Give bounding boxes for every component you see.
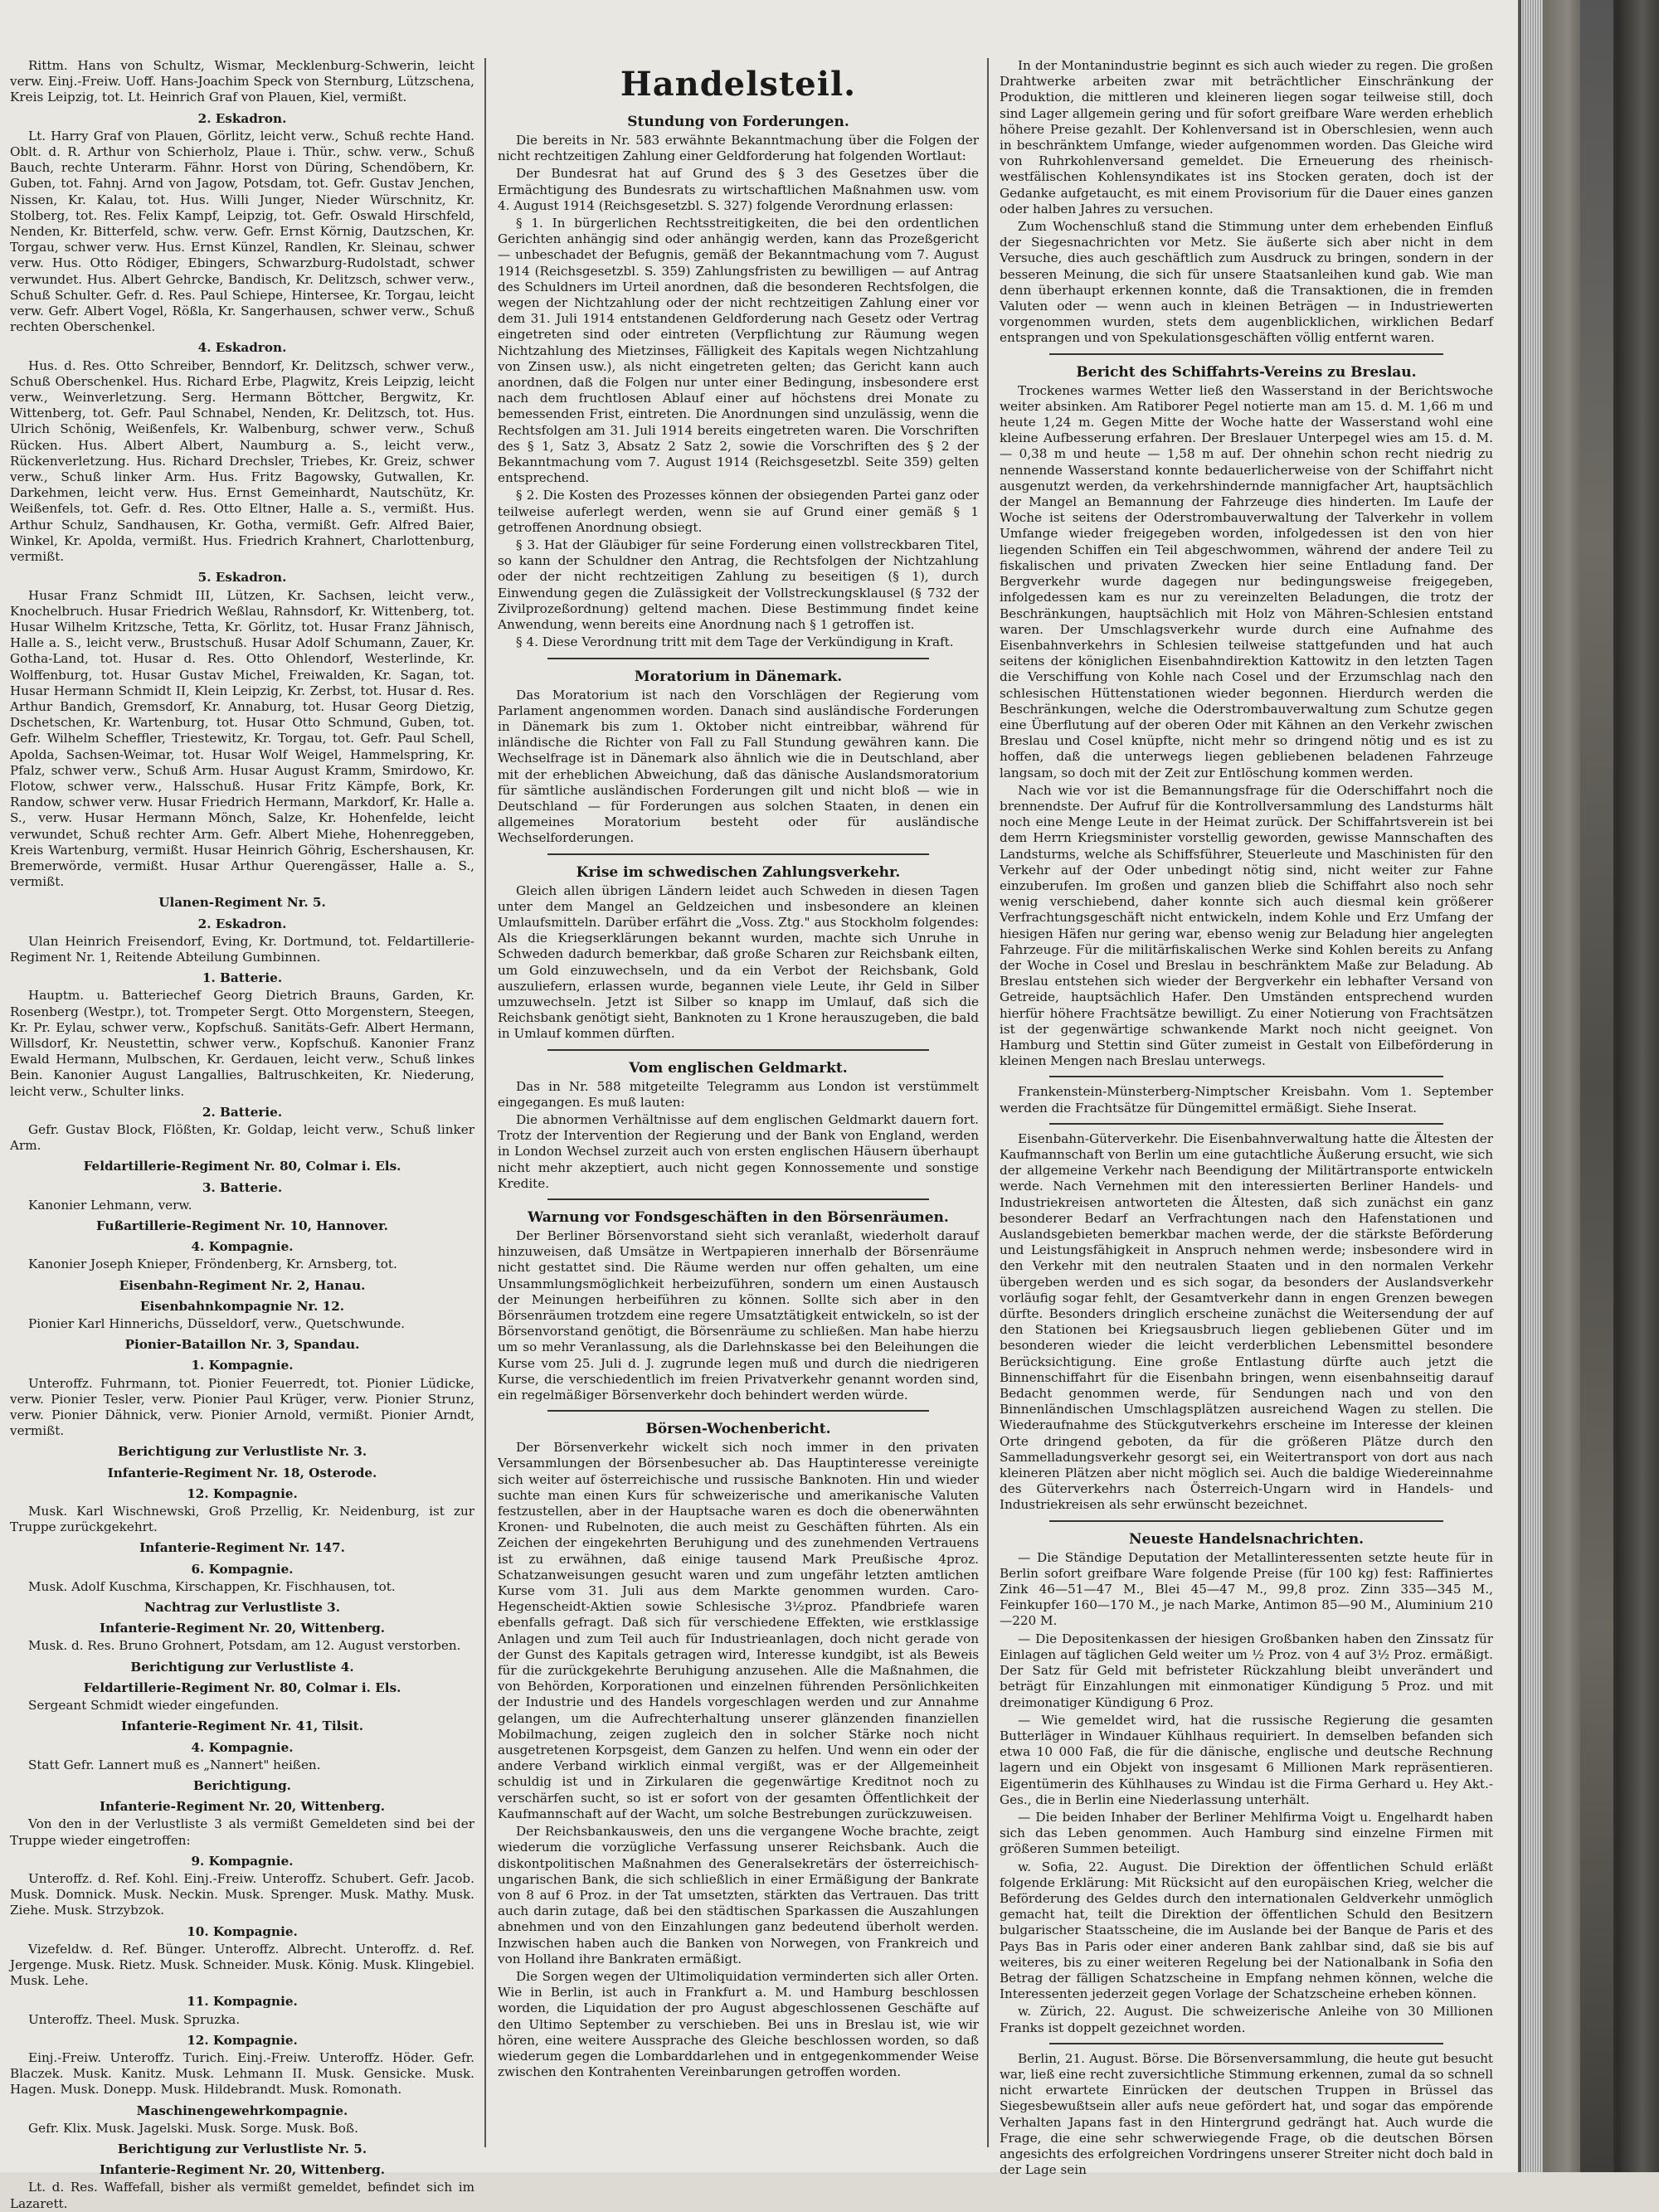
article-heading: Bericht des Schiffahrts-Vereins zu Breslau. <box>1076 363 1417 381</box>
unit-heading: Berichtigung. <box>193 1777 291 1793</box>
text-paragraph: Rittm. Hans von Schultz, Wismar, Mecklenburg-Schwerin, leicht verw. Einj.-Freiw. Uoff. Hans-Joachim Speck von Sternburg, Lützschena, Kreis Leipzig, tot. Lt. Heinrich Graf von Plauen, Kiel, vermißt. <box>10 58 474 105</box>
text-paragraph: Das in Nr. 588 mitgeteilte Telegramm aus London ist verstümmelt eingegangen. Es muß lauten: <box>498 1078 979 1110</box>
unit-heading: Infanterie-Regiment Nr. 147. <box>139 1540 345 1556</box>
article-rule <box>1049 1123 1443 1125</box>
unit-heading: Maschinengewehrkompagnie. <box>136 2103 348 2118</box>
article-rule <box>547 1049 929 1051</box>
text-paragraph: Vizefeldw. d. Ref. Bünger. Unteroffz. Albrecht. Unteroffz. d. Ref. Jergenge. Musk. Rietz. Musk. Schneider. Musk. König. Musk. Klingebiel. Musk. Lehe. <box>10 1941 474 1989</box>
text-paragraph: Gefr. Gustav Block, Flößten, Kr. Goldap, leicht verw., Schuß linker Arm. <box>10 1122 474 1154</box>
text-paragraph: Der Berliner Börsenvorstand sieht sich veranlaßt, wiederholt darauf hinzuweisen, daß Umsätze in Wertpapieren innerhalb der Börsenräume nicht gestattet sind. Die Räume werden nur offen gehalten, um eine Unsammlungsmöglichkeit herbeizuführen, sondern um einen Austausch der Meinungen herbeiführen zu können. Sollte sich aber in den Börsenräumen trotzdem eine regere Umsatztätigkeit entwickeln, so ist der Börsenvorstand genötigt, die Börsenräume zu schließen. Man habe hierzu um so mehr Veranlassung, als die Darlehnskasse bei den Beleihungen die Kurse vom 25. Juli d. J. zugrunde legen muß und durch die niedrigeren Kurse, die verschiedentlich im freien Privatverkehr genannt worden sind, ein regelmäßiger Börsenverkehr doch behindert werden würde. <box>498 1228 979 1403</box>
article-heading: Vom englischen Geldmarkt. <box>629 1059 848 1077</box>
column-divider <box>484 58 486 2147</box>
unit-heading: Eisenbahn-Regiment Nr. 2, Hanau. <box>119 1277 366 1293</box>
article-heading: Neueste Handelsnachrichten. <box>1128 1530 1364 1548</box>
unit-heading: 2. Eskadron. <box>197 916 287 931</box>
unit-heading: Infanterie-Regiment Nr. 20, Wittenberg. <box>100 1621 385 1636</box>
text-paragraph: Hus. d. Res. Otto Schreiber, Benndorf, Kr. Delitzsch, schwer verw., Schuß Oberschenkel. Hus. Richard Erbe, Plagwitz, Kreis Leipzig, leicht verw., Weinverletzung. Serg. Hermann Böttcher, Bergwitz, Kr. Wittenberg, tot. Gefr. Paul Schnabel, Nenden, Kr. Delitzsch, tot. Hus. Ulrich Schönig, Weißenfels, Kr. Walbenburg, schwer verw., Schuß Rücken. Hus. Albert Albert, Naumburg a. S., leicht verw., Rückenverletzung. Hus. Richard Drechsler, Triebes, Kr. Greiz, schwer verw., Schuß linker Arm. Hus. Fritz Bagowsky, Gutwallen, Kr. Darkehmen, leicht verw. Hus. Ernst Gemeinhardt, Nautschütz, Kr. Weißenfels, tot. Gefr. d. Res. Otto Eltner, Halle a. S., vermißt. Hus. Arthur Schulz, Sandhausen, Kr. Gotha, vermißt. Gefr. Alfred Baier, Winkel, Kr. Apolda, vermißt. Hus. Friedrich Krahnert, Charlottenburg, vermißt. <box>10 357 474 565</box>
text-paragraph: Nach wie vor ist die Bemannungsfrage für die Oderschiffahrt noch die brennendste. Der Aufruf für die Kontrollversammlung des Landsturms hält noch eine Menge Leute in der Heimat zurück. Der Schiffahrtsverein ist bei dem Herrn Kriegsminister vorstellig geworden, gewisse Mannschaften des Landsturms, welche als Schiffsführer, Steuerleute und Maschinisten für den Verkehr auf der Oder unbedingt nötig sind, nicht weiter zur Fahne einzuberufen. Im großen und ganzen blieb die Schiffahrt also noch sehr wenig verschiebend, daher konnte sich auch diesmal kein größerer Verfrachtungsgeschäft nicht entwickeln, indem Kohle und Erz Umfang der hiesigen Häfen nur gering war, ebenso wenig zur Beladung hier angelegten Fahrzeuge. Für die militärfiskalischen Werke sind Kohlen bereits zu Anfang der Woche in Cosel und Breslau in beschränktem Maße zur Beladung. Ab Breslau entstehen sich wieder der Bergverkehr ein lebhafter Versand von Getreide, hauptsächlich Hafer. Den Umständen entsprechend wurden hierfür höhere Frachtsätze bewilligt. Zu einer Notierung von Frachtsätzen ist der gegenwärtige schwankende Markt noch nicht geeignet. Von Hamburg und Stettin sind Güter zumeist in Gestalt von Eilbeförderung in kleinen Mengen nach Breslau unterwegs. <box>1000 782 1493 1069</box>
unit-heading: 1. Kompagnie. <box>191 1358 294 1373</box>
unit-heading: 2. Eskadron. <box>197 110 287 126</box>
article-heading: Stundung von Forderungen. <box>627 114 849 130</box>
unit-heading: Pionier-Bataillon Nr. 3, Spandau. <box>124 1337 360 1353</box>
unit-heading: Berichtigung zur Verlustliste Nr. 5. <box>117 2141 367 2156</box>
unit-heading: 11. Kompagnie. <box>187 1994 298 2010</box>
text-paragraph: Der Börsenverkehr wickelt sich noch immer in den privaten Versammlungen der Börsenbesucher ab. Das Hauptinteresse vereinigte sich weiter auf österreichische und russische Banknoten. Hin und wieder suchte man einen Kurs für schweizerische und amerikanische Valuten festzustellen, aber in der Hauptsache waren es doch die obenerwähnten Kronen- und Rubelnoten, die auch meist zu Geschäften führten. Als ein Zeichen der eingekehrten Beruhigung und des zunehmenden Vertrauens ist zu erwähnen, daß einige tausend Mark Preußische 4proz. Schatzanweisungen gesucht waren und zum ungefähr letzten amtlichen Kurse vom 31. Juli aus dem Markte genommen wurden. Caro-Hegenscheidt-Aktien sowie Schlesische 3½proz. Pfandbriefe waren ebenfalls gefragt. Daß sich für verschiedene Effekten, wie erstklassige Anlagen und zum Teil auch für Industrieanlagen, doch nicht gerade von der Gunst des Kapitals getragen wird, Interesse kundgibt, ist als Beweis für die zurückgekehrte Beruhigung anzusehen. Alle die Maßnahmen, die von Behörden, Korporationen und einzelnen führenden Persönlichkeiten der Industrie und des Handels vorgeschlagen werden und zur Annahme gelangen, um die Aufrechterhaltung unserer glänzenden finanziellen Mobilmachung, zeigen zugleich den in solcher Stärke noch nicht ausgetretenen Korpsgeist, dem Ganzen zu helfen. Und wenn ein oder der andere Verband wirklich einmal vergißt, was er der Allgemeinheit schuldig ist und in Zirkularen die gegenwärtige Kreditnot noch zu verschärfen sucht, so ist er sofort von der gesamten Öffentlichkeit der Kaufmannschaft auf der Wacht, um solche Bestrebungen zurückzuweisen. <box>498 1440 979 1821</box>
text-paragraph: Unteroffz. Fuhrmann, tot. Pionier Feuerredt, tot. Pionier Lüdicke, verw. Pionier Tesler, verw. Pionier Paul Krüger, verw. Pionier Strunz, verw. Pionier Dähnick, verw. Pionier Arnold, vermißt. Pionier Arndt, vermißt. <box>10 1375 474 1439</box>
text-paragraph: Statt Gefr. Lannert muß es „Nannert" heißen. <box>28 1757 321 1772</box>
unit-heading: 1. Batterie. <box>202 970 283 986</box>
unit-heading: 6. Kompagnie. <box>191 1561 294 1577</box>
text-paragraph: Die abnormen Verhältnisse auf dem englischen Geldmarkt dauern fort. Trotz der Intervention der Regierung und der Bank von England, werden in London Wechsel zurzeit auch von ersten englischen Häusern überhaupt nicht mehr akzeptiert, auch nicht gegen Konnossemente und sonstige Kredite. <box>498 1111 979 1191</box>
text-paragraph: § 1. In bürgerlichen Rechtsstreitigkeiten, die bei den ordentlichen Gerichten anhängig sind oder anhängig werden, kann das Prozeßgericht — unbeschadet der Befugnis, gemäß der Bekanntmachung vom 7. August 1914 (Reichsgesetzbl. S. 359) Zahlungsfristen zu bewilligen — auf Antrag des Schuldners im Urteil anordnen, daß die besonderen Rechtsfolgen, die wegen der Nichtzahlung oder der nicht rechtzeitigen Zahlung einer vor dem 31. Juli 1914 entstandenen Geldforderung nach Gesetz oder Vertrag eingetreten sind oder eintreten (Verpflichtung zur Räumung wegen Nichtzahlung des Mietzinses, Fälligkeit des Kapitals wegen Nichtzahlung von Zinsen usw.), als nicht eingetreten gelten; das Gericht kann auch anordnen, daß die Folgen nur unter einer Bedingung, insbesondere erst nach dem fruchtlosen Ablauf einer auf höchstens drei Monate zu bemessenden Frist, eintreten. Die Anordnungen sind unzulässig, wenn die Rechtsfolgen am 31. Juli 1914 bereits eingetreten waren. Die Vorschriften des § 1, Satz 3, Absatz 2 Satz 2, sowie die Vorschriften des § 2 der Bekanntmachung vom 7. August 1914 (Reichsgesetzbl. Seite 359) gelten entsprechend. <box>498 216 979 486</box>
unit-heading: 2. Batterie. <box>202 1104 283 1120</box>
text-paragraph: — Die beiden Inhaber der Berliner Mehlfirma Voigt u. Engelhardt haben sich das Leben genommen. Auch Hamburg sind einzelne Firmen mit größeren Summen beteiligt. <box>1000 1809 1493 1857</box>
text-paragraph: Von den in der Verlustliste 3 als vermißt Gemeldeten sind bei der Truppe wieder eingetroffen: <box>10 1816 474 1848</box>
text-paragraph: Der Reichsbankausweis, den uns die vergangene Woche brachte, zeigt wiederum die vorzügliche Verfassung unserer Reichsbank. Auch die diskontpolitischen Maßnahmen des Generalsekretärs der österreichisch-ungarischen Bank, die sich schließlich in einer Ermäßigung der Bankrate von 8 auf 6 Proz. in der Tat umsetzten, stärkten das Vertrauen. Das tritt auch darin zutage, daß bei den städtischen Sparkassen die Auszahlungen abnehmen und von den Einzahlungen ganz bedeutend überholt werden. Inzwischen haben auch die Banken von Norwegen, von Frankreich und von Holland ihre Bankraten ermäßigt. <box>498 1824 979 1966</box>
text-paragraph: Gefr. Klix. Musk. Jagelski. Musk. Sorge. Musk. Boß. <box>28 2120 358 2136</box>
article-rule <box>1049 2043 1443 2044</box>
text-paragraph: Gleich allen übrigen Ländern leidet auch Schweden in diesen Tagen unter dem Mangel an Geldzeichen und insbesondere an kleinen Umlaufsmitteln. Darüber erfährt die „Voss. Ztg." aus Stockholm folgendes: Als die Kriegserklärungen bekannt wurden, machte sich Unruhe in Schweden dadurch bemerkbar, daß große Scharen zur Reichsbank eilten, um Gold einzuwechseln, und da ein Verbot der Reichsbank, Gold auszuliefern, erlassen wurde, begannen viele Leute, ihr Geld in Silber umzuwechseln. Jetzt ist Silber so knapp im Umlauf, daß sich die Reichsbank genötigt sieht, Banknoten zu 1 Krone herauszugeben, die bald in Umlauf kommen dürften. <box>498 882 979 1042</box>
unit-heading: 4. Kompagnie. <box>191 1739 294 1755</box>
unit-heading: Fußartillerie-Regiment Nr. 10, Hannover. <box>96 1218 388 1234</box>
column-trade-section <box>498 58 979 2156</box>
article-heading: Krise im schwedischen Zahlungsverkehr. <box>576 863 901 881</box>
article-rule <box>1049 1520 1443 1522</box>
text-paragraph: Eisenbahn-Güterverkehr. Die Eisenbahnverwaltung hatte die Ältesten der Kaufmannschaft von Berlin um eine gutachtliche Äußerung ersucht, wie sich der allgemeine Verkehr nach Beendigung der Militärtransporte entwickeln werde. Nach Vernehmen mit den interessierten Berliner Handels- und Industriekreisen antworteten die Ältesten, daß sich zunächst ein ganz besonderer Bedarf an Verfrachtungen nach den Hafenstationen und Auslandsgebieten bemerkbar machen werde, der die stärkste Beförderung und Leistungsfähigkeit in Anspruch nehmen werde; insbesondere wird in den Verkehr mit den neutralen Staaten und in den normalen Verkehr übergeben werden und es sich sogar, da besonders der Auslandsverkehr vorläufig sogar fehlt, der Gesamtverkehr dann in engen Grenzen bewegen dürfte. Besonders dringlich erscheine zunächst die Weitersendung der auf den Stationen bei Kriegsausbruch liegen gebliebenen Güter und im besonderen wieder die leicht verderblichen Lebensmittel besondere Berücksichtigung. Eine große Entlastung dürfte auch jetzt die Binnenschiffahrt für die Eisenbahn bringen, wenn eisenbahnseitig darauf Bedacht genommen werde, für Sendungen nach und von den Binnenländischen Umschlagsplätzen ausreichend Wagen zu stellen. Die Wiederaufnahme des Stückgutverkehrs erscheine im Interesse der kleinen Orte dringend geboten, da für die größeren Plätze durch den Sammelladungsverkehr gesorgt sei, ein Weitertransport von dort aus nach kleineren Plätzen aber nicht möglich sei. Auch die baldige Wiedereinnahme des Güterverkehrs nach Österreich-Ungarn wird in Handels- und Industriekreisen als sehr erwünscht bezeichnet. <box>1000 1130 1493 1513</box>
text-paragraph: Kanonier Joseph Knieper, Fröndenberg, Kr. Arnsberg, tot. <box>28 1257 397 1272</box>
trade-articles <box>498 113 979 2080</box>
text-paragraph: Die bereits in Nr. 583 erwähnte Bekanntmachung über die Folgen der nicht rechtzeitigen Zahlung einer Geldforderung hat folgenden Wortlaut: <box>498 133 979 164</box>
article-rule <box>1049 353 1443 355</box>
text-paragraph: Musk. Adolf Kuschma, Kirschappen, Kr. Fischhausen, tot. <box>28 1578 396 1594</box>
text-paragraph: Sergeant Schmidt wieder eingefunden. <box>28 1698 280 1714</box>
unit-heading: Eisenbahnkompagnie Nr. 12. <box>139 1298 345 1314</box>
text-paragraph: Unteroffz. Theel. Musk. Spruzka. <box>28 2011 241 2027</box>
unit-heading: 9. Kompagnie. <box>191 1853 294 1869</box>
text-paragraph: Hauptm. u. Batteriechef Georg Dietrich Brauns, Garden, Kr. Rosenberg (Westpr.), tot. Trompeter Sergt. Otto Morgenstern, Steegen, Kr. Pr. Eylau, schwer verw., Kopfschuß. Sanitäts-Gefr. Albert Hermann, Willsdorf, Kr. Neustettin, schwer verw., Kopfschuß. Kanonier Franz Ewald Hermann, Mulbschen, Kr. Gerdauen, leicht verw., Schuß linkes Bein. Kanonier August Langallies, Baltruschkeiten, Kr. Niederung, leicht verw., Schulter links. <box>10 988 474 1099</box>
text-paragraph: w. Sofia, 22. August. Die Direktion der öffentlichen Schuld erläßt folgende Erklärung: Mit Rücksicht auf den europäischen Krieg, welcher die Beförderung des Geldes durch den internationalen Geldverkehr unmöglich gemacht hat, teilt die Direktion der öffentlichen Schuld den Besitzern bulgarischer Staatsscheine, die im Auslande bei der Banque de Paris et des Pays Bas in Paris oder einer anderen Bank zahlbar sind, daß sie bis auf weiteres, bis zu einer weiteren Regelung bei der Nationalbank in Sofia den Betrag der fälligen Schatzscheine in Empfang nehmen können, welche die Interessenten jederzeit gegen Vorlage der Schatzscheine erheben können. <box>1000 1859 1493 2002</box>
text-paragraph: Kanonier Lehmann, verw. <box>28 1197 192 1213</box>
unit-heading: Berichtigung zur Verlustliste Nr. 3. <box>117 1444 367 1460</box>
article-heading: Börsen-Wochenbericht. <box>645 1421 831 1438</box>
text-paragraph: Frankenstein-Münsterberg-Nimptscher Kreisbahn. Vom 1. September werden die Frachtsätze für Düngemittel ermäßigt. Siehe Inserat. <box>1000 1084 1493 1116</box>
text-paragraph: Lt. Harry Graf von Plauen, Görlitz, leicht verw., Schuß rechte Hand. Oblt. d. R. Arthur von Schierholz, Plaue i. Thür., schw. verw., Schuß Bauch, rechte Unterarm. Fähnr. Horst von Düring, Schendöbern, Kr. Guben, tot. Fahnj. Arnd von Jagow, Potsdam, tot. Gefr. Gustav Jenchen, Nissen, Kr. Kalau, tot. Hus. Willi Junger, Nieder Würschnitz, Kr. Stolberg, tot. Res. Felix Kampf, Leipzig, tot. Gefr. Oswald Hirschfeld, Nenden, Kr. Bitterfeld, schw. verw. Gefr. Ernst Körnig, Dautzschen, Kr. Torgau, schwer verw. Hus. Ernst Künzel, Randlen, Kr. Sleinau, schwer verw. Hus. Otto Rödiger, Ebingers, Schwarzburg-Rudolstadt, schwer verwundet. Hus. Albert Gehrcke, Bandisch, Kr. Delitzsch, schwer verw., Schuß Schulter. Gefr. d. Res. Paul Schiepe, Hintersee, Kr. Torgau, leicht verw. Gefr. Albert Vogel, Rößla, Kr. Sangerhausen, schwer verw., Schuß rechten Oberschenkel. <box>10 128 474 335</box>
text-paragraph: § 4. Diese Verordnung tritt mit dem Tage der Verkündigung in Kraft. <box>516 634 954 650</box>
unit-heading: 12. Kompagnie. <box>187 1485 298 1501</box>
book-binding <box>1518 0 1659 2172</box>
text-paragraph: — Wie gemeldet wird, hat die russische Regierung die gesamten Butterläger in Windauer Kühlhaus requiriert. In demselben befanden sich etwa 10 000 Faß, die für die dänische, englische und deutsche Rechnung lagern und ein Objekt von insgesamt 6 Millionen Mark repräsentieren. Eigentümerin des Kühlhauses zu Windau ist die Firma Gerhard u. Hey Akt.-Ges., die in Berlin eine Niederlassung unterhält. <box>1000 1712 1493 1807</box>
text-paragraph: In der Montanindustrie beginnt es sich auch wieder zu regen. Die großen Drahtwerke arbeiten zwar mit beträchtlicher Einschränkung der Produktion, die mittleren und kleineren liegen sogar teilweise still, doch sind Lager allgemein gering und für sofort greifbare Ware werden erheblich höhere Preise gezahlt. Der Kohlenversand ist in Oberschlesien, wenn auch in beschränktem Umfange, wieder aufgenommen worden. Das Gleiche wird von Ruhrkohlenversand gemeldet. Die Erneuerung des rheinisch-westfälischen Kohlensyndikates ist ins Stocken geraten, doch ist der Gedanke aufgetaucht, es mit einem Provisorium für die Dauer eines ganzen oder halben Jahres zu versuchen. <box>1000 58 1493 216</box>
text-paragraph: Musk. Karl Wischnewski, Groß Przellig, Kr. Neidenburg, ist zur Truppe zurückgekehrt. <box>10 1504 474 1535</box>
text-paragraph: — Die Depositenkassen der hiesigen Großbanken haben den Zinssatz für Einlagen auf täglichen Geld weiter um ½ Proz. von 4 auf 3½ Proz. ermäßigt. Der Satz für Geld mit befristeter Rückzahlung bleibt unverändert und beträgt für Einzahlungen mit einmonatiger Kündigung 5 Proz. und mit dreimonatiger Kündigung 6 Proz. <box>1000 1631 1493 1710</box>
text-paragraph: Das Moratorium ist nach den Vorschlägen der Regierung vom Parlament angenommen worden. Danach sind ausländische Forderungen in Dänemark bis zum 1. Oktober nicht eintreibbar, während für inländische die Richter von Fall zu Fall Stundung gewähren kann. Die Wechselfrage ist in Dänemark also ähnlich wie die in Deutschland, aber mit der erheblichen Abweichung, daß das dänische Auslandsmoratorium für sämtliche ausländischen Forderungen gilt und nicht bloß — wie in Deutschland — für Forderungen aus solchen Staaten, in denen ein allgemeines Moratorium besteht oder für ausländische Wechselforderungen. <box>498 687 979 846</box>
text-paragraph: § 3. Hat der Gläubiger für seine Forderung einen vollstreckbaren Titel, so kann der Schuldner den Antrag, die Rechtsfolgen der Nichtzahlung oder der nicht rechtzeitigen Zahlung zu beseitigen (§ 1), durch Einwendung gegen die Zulässigkeit der Vollstreckungsklausel (§ 732 der Zivilprozeßordnung) geltend machen. Diese Bestimmung findet keine Anwendung, wenn bereits eine Anordnung nach § 1 getroffen ist. <box>498 537 979 633</box>
unit-heading: 12. Kompagnie. <box>187 2032 298 2048</box>
section-masthead: Handelsteil. <box>620 65 857 104</box>
text-paragraph: Trockenes warmes Wetter ließ den Wasserstand in der Berichtswoche weiter absinken. Am Ratiborer Pegel notierte man am 15. d. M. 1,66 m und heute 1,24 m. Gegen Mitte der Woche hatte der Wasserstand wohl eine kleine Aufbesserung erfahren. Der Breslauer Unterpegel wies am 15. d. M. — 0,38 m und heute — 1,58 m auf. Der ohnehin schon recht niedrig zu nennende Wasserstand konnte bedauerlicherweise von der Schiffahrt nicht ausgenutzt werden, da verkehrshindernde mannigfacher Art, hauptsächlich der Mangel an Bemannung der Fahrzeuge dies hinderten. Im Laufe der Woche ist seitens der Oderstrombauverwaltung der Talverkehr in vollem Umfange wieder freigegeben worden, infolgedessen ist den von hier liegenden Schiffen ein Teil abgeschwommen, während der andere Teil zu fiskalischen und privaten Zwecken hier seine Entladung fand. Der Bergverkehr wurde dagegen nur bedingungsweise freigegeben, infolgedessen kam es nur zu vereinzelten Beladungen, die trotz der Beschränkungen, hauptsächlich mit Holz von Mähren-Schlesien entstand waren. Der Umschlagsverkehr wurde durch eine Aufnahme des Eisenbahnverkehrs in Schlesien teilweise stattgefunden und hat auch seitens der königlichen Eisenbahndirektion Kattowitz in den letzten Tagen die Verschiffung von Kohle nach Cosel und der Erzumschlag nach den schlesischen Hüttenstationen wieder begonnen. Hierdurch werden die Beschränkungen, welche die Oderstrombauverwaltung zum Schutze gegen eine Überflutung auf der oberen Oder mit Kähnen an den Verkehr zwischen Breslau und Cosel knüpfte, nicht mehr so dringend nötig und es ist zu hoffen, daß die unterwegs liegen gebliebenen beladenen Fahrzeuge langsam, so doch mit der Zeit zur Entlöschung kommen werden. <box>1000 382 1493 780</box>
text-paragraph: Lt. d. Res. Waffefall, bisher als vermißt gemeldet, befindet sich im Lazarett. <box>10 2180 474 2211</box>
unit-heading: 5. Eskadron. <box>197 570 287 586</box>
unit-heading: 10. Kompagnie. <box>187 1923 298 1939</box>
unit-heading: Infanterie-Regiment Nr. 20, Wittenberg. <box>100 1799 385 1815</box>
article-rule <box>547 658 929 659</box>
unit-heading: Feldartillerie-Regiment Nr. 80, Colmar i. Els. <box>83 1680 401 1695</box>
unit-heading: Feldartillerie-Regiment Nr. 80, Colmar i. Els. <box>83 1159 401 1174</box>
article-heading: Warnung vor Fondsgeschäften in den Börsenräumen. <box>528 1208 949 1226</box>
article-rule <box>1049 1076 1443 1077</box>
text-paragraph: Berlin, 21. August. Börse. Die Börsenversammlung, die heute gut besucht war, ließ eine recht zuversichtliche Stimmung erkennen, zumal da so schnell nicht erwartete Einrücken der deutschen Truppen in Brüssel das Siegesbewußtsein aller aufs neue gefördert hat, und sogar das empörende Verhalten Japans fast in den Hintergrund gedrängt hat. Auch wurde die Frage, die eine sehr schwerwiegende Frage, ob die deutschen Börsen angesichts des erfolgreichen Vordringens unserer Streiter nicht doch bald in der Lage sein <box>1000 2050 1493 2178</box>
column-trade-news <box>1000 58 1493 2178</box>
text-paragraph: w. Zürich, 22. August. Die schweizerische Anleihe von 30 Millionen Franks ist doppelt gezeichnet worden. <box>1000 2004 1493 2035</box>
article-rule <box>547 1410 929 1412</box>
book-spine <box>1580 0 1613 2172</box>
article-rule <box>547 1198 929 1200</box>
unit-heading: Nachtrag zur Verlustliste 3. <box>144 1600 341 1616</box>
column-divider <box>987 58 989 2147</box>
text-paragraph: Zum Wochenschluß stand die Stimmung unter dem erhebenden Einfluß der Siegesnachrichten vor Metz. Sie äußerte sich aber nicht in dem Versuche, dies auch geschäftlich zum Ausdruck zu bringen, sondern in der besseren Meinung, die sich für unsere Staatsanleihen kund gab. Wie man denn überhaupt erkennen konnte, daß die Transaktionen, die in fremden Valuten oder — wenn auch in kleinen Beträgen — in Industriewerten vorgenommen wurden, stets dem augenblicklichen, wirklichen Bedarf entsprangen und von Spekulationsgeschäften völlig entfernt waren. <box>1000 219 1493 346</box>
text-paragraph: Unteroffz. d. Ref. Kohl. Einj.-Freiw. Unteroffz. Schubert. Gefr. Jacob. Musk. Domnick. Musk. Neckin. Musk. Sprenger. Musk. Mathy. Musk. Ziehe. Musk. Strzybzok. <box>10 1870 474 1918</box>
article-rule <box>547 853 929 855</box>
unit-heading: 4. Eskadron. <box>197 340 287 356</box>
text-paragraph: Der Bundesrat hat auf Grund des § 3 des Gesetzes über die Ermächtigung des Bundesrats zu wirtschaftlichen Maßnahmen usw. vom 4. August 1914 (Reichsgesetzbl. S. 327) folgende Verordnung erlassen: <box>498 166 979 213</box>
article-heading: Moratorium in Dänemark. <box>634 668 843 685</box>
text-paragraph: Musk. d. Res. Bruno Grohnert, Potsdam, am 12. August verstorben. <box>28 1638 461 1654</box>
unit-heading: Berichtigung zur Verlustliste 4. <box>130 1659 354 1675</box>
text-paragraph: § 2. Die Kosten des Prozesses können der obsiegenden Partei ganz oder teilweise auferlegt werden, wenn sie auf Grund einer gemäß § 1 getroffenen Anordnung obsiegt. <box>498 488 979 535</box>
text-paragraph: Husar Franz Schmidt III, Lützen, Kr. Sachsen, leicht verw., Knochelbruch. Husar Friedrich Weßlau, Rahnsdorf, Kr. Wittenberg, tot. Husar Wilhelm Kritzsche, Tetta, Kr. Görlitz, tot. Husar Franz Jähnisch, Halle a. S., leicht verw., Brustschuß. Husar Adolf Schumann, Zauer, Kr. Gotha-Land, tot. Husar d. Res. Otto Ohlendorf, Westerlinde, Kr. Wolffenburg, tot. Husar Gustav Michel, Freiwalden, Kr. Sagan, tot. Husar Hermann Schmidt II, Klein Leipzig, Kr. Zerbst, tot. Husar d. Res. Arthur Bandich, Gremsdorf, Kr. Annaburg, tot. Husar Georg Dietzig, Dschetschen, Kr. Wartenburg, tot. Husar Otto Schmund, Guben, tot. Gefr. Wilhelm Scheffler, Triestewitz, Kr. Torgau, tot. Gefr. Paul Schell, Apolda, Sachsen-Weimar, tot. Husar Wolf Weigel, Hammelspring, Kr. Pfalz, schwer verw., Schuß Arm. Husar August Kramm, Smirdowo, Kr. Flotow, schwer verw., Halsschuß. Husar Fritz Kämpfe, Bork, Kr. Randow, schwer verw. Husar Friedrich Hermann, Markdorf, Kr. Halle a. S., verw. Husar Hermann Mönch, Salze, Kr. Hohenfelde, leicht verwundet, Schuß rechter Arm. Gefr. Albert Miehe, Hohenreggeben, Kreis Wartenburg, vermißt. Husar Heinrich Göhrig, Eschershausen, Kr. Bremerwörde, vermißt. Husar Arthur Querengässer, Halle a. S., vermißt. <box>10 587 474 890</box>
unit-heading: Infanterie-Regiment Nr. 18, Osterode. <box>107 1465 377 1480</box>
text-paragraph: Pionier Karl Hinnerichs, Düsseldorf, verw., Quetschwunde. <box>28 1316 406 1332</box>
unit-heading: Infanterie-Regiment Nr. 41, Tilsit. <box>121 1719 363 1734</box>
unit-heading: 3. Batterie. <box>202 1179 283 1195</box>
page-edges <box>1521 0 1543 2172</box>
unit-heading: Ulanen-Regiment Nr. 5. <box>158 895 326 911</box>
text-paragraph: Die Sorgen wegen der Ultimoliquidation verminderten sich aller Orten. Wie in Berlin, ist auch in Frankfurt a. M. und Hamburg beschlossen worden, die Liquidation der pro August abgeschlossenen Geschäfte auf den Ultimo September zu verschieben. Bei uns in Breslau ist, wie wir hören, eine weitere Aussprache des Gleiche beschlossen worden, so daß wiederum gegen die Lombarddarlehen und in entgegenkommender Weise zwischen den Kontrahenten Vereinbarungen getroffen worden. <box>498 1968 979 2080</box>
column-casualty-list <box>10 58 474 2211</box>
text-paragraph: Einj.-Freiw. Unteroffz. Turich. Einj.-Freiw. Unteroffz. Höder. Gefr. Blaczek. Musk. Kanitz. Musk. Lehmann II. Musk. Gensicke. Musk. Hagen. Musk. Donepp. Musk. Hildebrandt. Musk. Romonath. <box>10 2049 474 2098</box>
unit-heading: 4. Kompagnie. <box>191 1239 294 1255</box>
unit-heading: Infanterie-Regiment Nr. 20, Wittenberg. <box>100 2162 385 2178</box>
text-paragraph: — Die Ständige Deputation der Metallinteressenten setzte heute für in Berlin sofort greifbare Ware folgende Preise (für 100 kg) fest: Raffiniertes Zink 46—51—47 M., Blei 45—47 M., 99,8 proz. Zinn 335—345 M., Feinkupfer 160—170 M., je nach Marke, Antimon 85—90 M., Aluminium 210—220 M. <box>1000 1549 1493 1629</box>
text-paragraph: Ulan Heinrich Freisendorf, Eving, Kr. Dortmund, tot. Feldartillerie-Regiment Nr. 1, Reitende Abteilung Gumbinnen. <box>10 933 474 965</box>
